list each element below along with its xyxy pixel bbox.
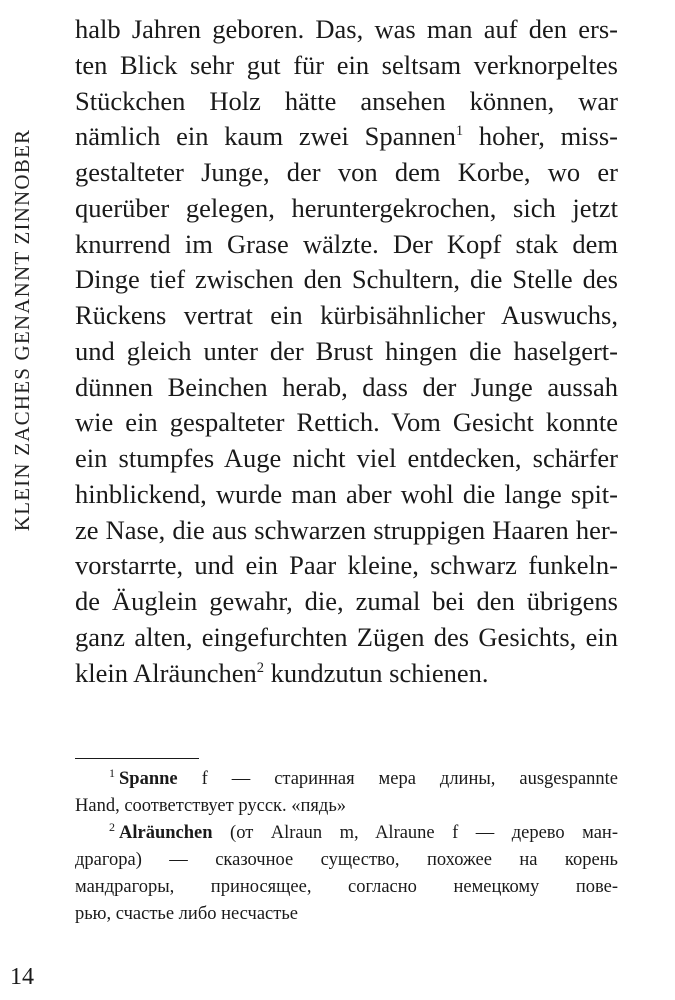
text-segment: klein Alräunchen	[75, 657, 257, 688]
footnote-line: мандрагоры, приносящее, согласно немецкому пове-	[75, 877, 618, 897]
text-line: halb Jahren geboren. Das, was man auf den ers-	[75, 14, 618, 44]
text-line: querüber gelegen, heruntergekrochen, sich jetzt	[75, 192, 618, 223]
text-line: ten Blick sehr gut für ein seltsam verknorpeltes	[75, 49, 618, 80]
text-line: ze Nase, die aus schwarzen struppigen Haaren her-	[75, 514, 618, 545]
text-line: gestalteter Junge, der von dem Korbe, wo er	[75, 157, 618, 187]
text-line: vorstarrte, und ein Paar kleine, schwarz funkeln-	[75, 550, 618, 581]
footnote-mark: 1	[109, 765, 116, 780]
footnote-term: Alräunchen	[119, 823, 213, 843]
text-line: wie ein gespalteter Rettich. Vom Gesicht konnte	[75, 407, 618, 438]
footnote-2	[75, 820, 618, 847]
text-line: Stückchen Holz hätte ansehen können, war	[75, 85, 618, 116]
text-line: dünnen Beinchen herab, dass der Junge aussah	[75, 371, 618, 402]
text-segment: hoher, miss-	[463, 121, 618, 152]
text-line: hinblickend, wurde man aber wohl die lange spit-	[75, 478, 618, 509]
text-line: de Äuglein gewahr, die, zumal bei den übrigens	[75, 586, 618, 616]
footnotes	[75, 766, 618, 928]
footnote-text: (от Alraun m, Alraune f — дерево ман-	[212, 823, 618, 843]
text-line	[75, 119, 618, 155]
running-head: KLEIN ZACHES GENANNT ZINNOBER	[10, 128, 34, 532]
text-segment: kundzutun schienen.	[264, 657, 489, 688]
text-line: knurrend im Grase wälzte. Der Kopf stak dem	[75, 228, 618, 259]
footnote-line: Hand, соответствует русск. «пядь»	[75, 796, 347, 816]
page-number: 14	[10, 964, 34, 990]
main-text	[75, 12, 618, 691]
text-line: Rückens vertrat ein kürbisähnlicher Auswuchs,	[75, 300, 618, 330]
text-line: ein stumpfes Auge nicht viel entdecken, schärfer	[75, 443, 618, 473]
footnote-mark: 2	[109, 819, 116, 834]
footnote-line: драгора) — сказочное существо, похожее на корень	[75, 850, 618, 870]
text-segment: nämlich ein kaum zwei Spannen	[75, 121, 456, 152]
text-line: und gleich unter der Brust hingen die haselgert-	[75, 335, 618, 366]
text-line: Dinge tief zwischen den Schultern, die Stelle des	[75, 264, 618, 295]
footnote-term: Spanne	[119, 769, 178, 789]
footnote-line: рью, счастье либо несчастье	[75, 904, 298, 924]
footnote-text: f — старинная мера длины, ausgespannte	[177, 769, 618, 789]
footnote-reference-2[interactable]: 2	[256, 659, 265, 676]
text-line	[75, 656, 618, 692]
footnote-reference-1[interactable]: 1	[455, 123, 464, 140]
text-line: ganz alten, eingefurchten Zügen des Gesichts, ein	[75, 621, 618, 652]
footnote-separator	[75, 758, 199, 759]
footnote-1	[75, 766, 618, 793]
